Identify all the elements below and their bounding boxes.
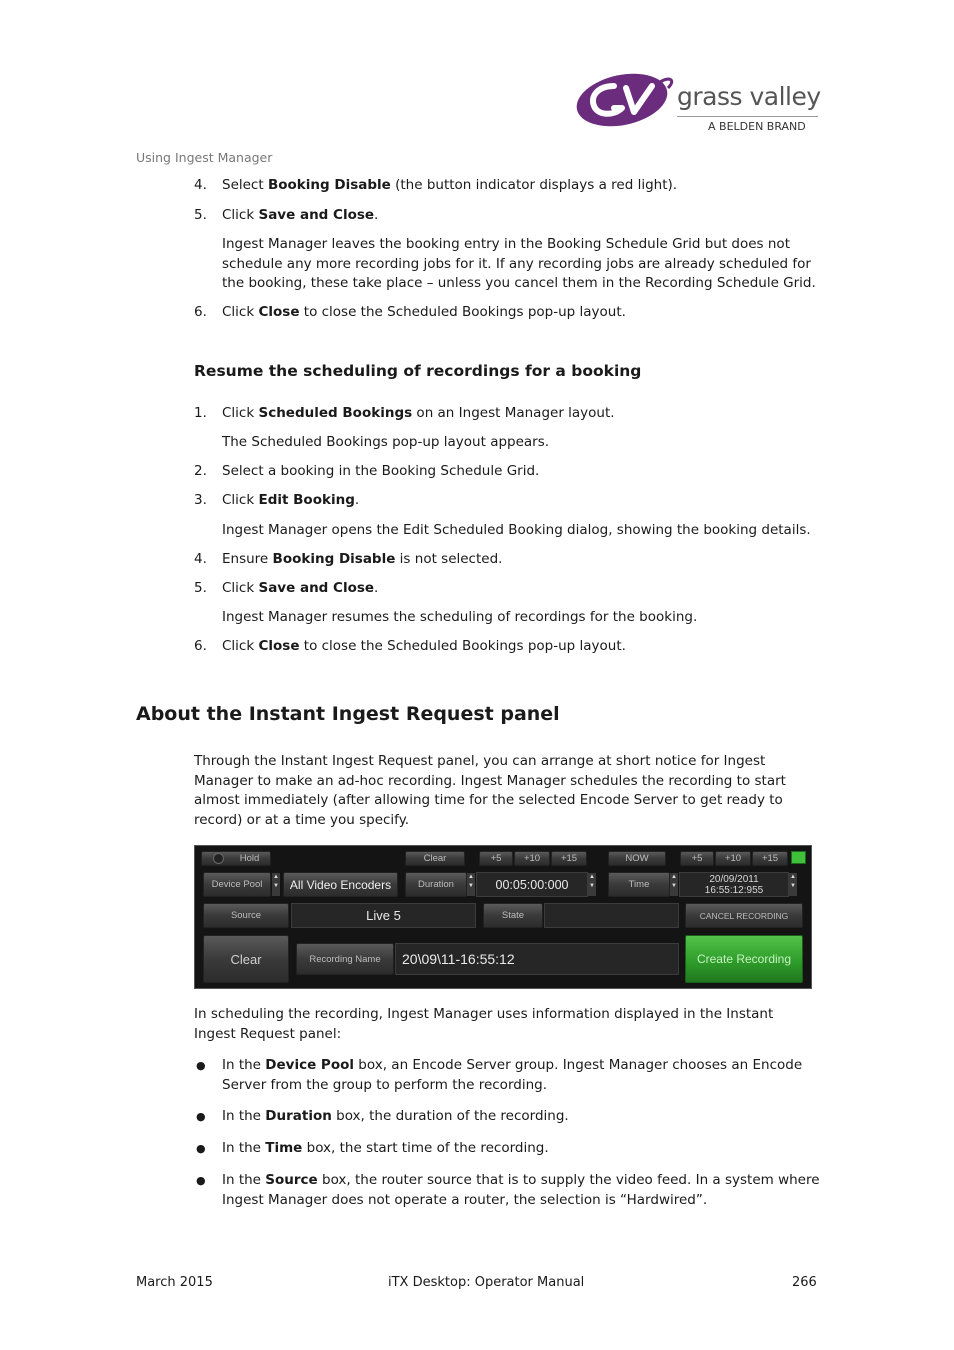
create-recording-button[interactable]: Create Recording	[685, 935, 803, 983]
logo-wordmark: grass valley	[677, 82, 821, 111]
status-led	[791, 851, 806, 864]
step-text: Select Booking Disable (the button indicator displays a red light).	[222, 177, 678, 193]
about-paragraph: Through the Instant Ingest Request panel, you can arrange at short notice for Ingest Manager to make an ad-hoc recording. Ingest Manager schedules the recording to start almost immediately (after allowing time for the selected Encode Server to get ready to record) or at a time you specify.	[194, 753, 786, 828]
step-number: 2.	[194, 463, 207, 479]
step-number: 6.	[194, 304, 207, 320]
duration-spinner-right[interactable]	[588, 873, 596, 896]
step-text: Click Scheduled Bookings on an Ingest Manager layout.	[222, 405, 615, 421]
hold-button[interactable]	[201, 851, 271, 866]
source-label: Source	[203, 903, 289, 928]
bullet-text: In the Device Pool box, an Encode Server group. Ingest Manager chooses an Encode Server from the group to perform the recording.	[222, 1057, 803, 1093]
recording-name-label: Recording Name	[296, 943, 394, 975]
step-text: Click Close to close the Scheduled Bookings pop-up layout.	[222, 638, 626, 654]
step-note: Ingest Manager resumes the scheduling of recordings for the booking.	[222, 609, 698, 625]
time-date: 20/09/2011	[709, 873, 759, 885]
device-pool-label: Device Pool	[203, 872, 271, 897]
spin-up-icon[interactable]: ▲	[671, 874, 677, 880]
hold-indicator-icon	[213, 853, 224, 864]
device-pool-spinner[interactable]	[272, 873, 280, 896]
state-label: State	[483, 903, 543, 928]
duration-spinner-left[interactable]	[467, 873, 475, 896]
step-note: The Scheduled Bookings pop-up layout appears.	[222, 434, 550, 450]
footer-date: March 2015	[136, 1275, 213, 1290]
hold-label: Hold	[239, 853, 260, 864]
running-head: Using Ingest Manager	[136, 150, 273, 165]
step-number: 4.	[194, 551, 207, 567]
step-number: 5.	[194, 207, 207, 223]
spin-up-icon[interactable]: ▲	[589, 874, 595, 880]
now-button[interactable]: NOW	[608, 851, 666, 866]
step-text: Click Save and Close.	[222, 207, 379, 223]
bullet-text: In the Source box, the router source that is to supply the video feed. In a system where Ingest Manager does not operate a router, the selection is “Hardwired”.	[222, 1172, 820, 1208]
logo-divider	[677, 116, 818, 117]
step-text: Click Save and Close.	[222, 580, 379, 596]
logo-tagline: A BELDEN BRAND	[708, 120, 806, 133]
instant-ingest-request-panel	[194, 845, 812, 989]
clear-small-button[interactable]: Clear	[405, 851, 465, 866]
bullet-text: In the Time box, the start time of the recording.	[222, 1140, 549, 1156]
duration-field[interactable]: 00:05:00:000	[476, 872, 588, 897]
step-note: Ingest Manager opens the Edit Scheduled Booking dialog, showing the booking details.	[222, 522, 811, 538]
about-heading: About the Instant Ingest Request panel	[136, 703, 560, 725]
step-number: 5.	[194, 580, 207, 596]
time-label: Time	[608, 872, 670, 897]
spin-down-icon[interactable]: ▼	[273, 883, 279, 889]
duration-label: Duration	[405, 872, 467, 897]
spin-down-icon[interactable]: ▼	[468, 883, 474, 889]
clear-button[interactable]: Clear	[203, 935, 289, 983]
step-number: 1.	[194, 405, 207, 421]
step-text: Select a booking in the Booking Schedule Grid.	[222, 463, 540, 479]
panel-intro: In scheduling the recording, Ingest Manager uses information displayed in the Instant Ingest Request panel:	[194, 1006, 774, 1042]
bullet-text: In the Duration box, the duration of the recording.	[222, 1108, 569, 1124]
time-spinner-left[interactable]	[670, 873, 678, 896]
bullet-icon: ●	[196, 1142, 206, 1155]
duration-plus10-button[interactable]: +10	[514, 851, 550, 866]
step-text: Ensure Booking Disable is not selected.	[222, 551, 503, 567]
step-text: Click Edit Booking.	[222, 492, 360, 508]
device-pool-field[interactable]: All Video Encoders	[283, 872, 398, 897]
spin-up-icon[interactable]: ▲	[273, 874, 279, 880]
recording-name-field[interactable]: 20\09\11-16:55:12	[395, 943, 679, 975]
section-heading: Resume the scheduling of recordings for a booking	[194, 362, 642, 380]
bullet-icon: ●	[196, 1110, 206, 1123]
time-field[interactable]	[679, 872, 789, 897]
step-text: Click Close to close the Scheduled Bookings pop-up layout.	[222, 304, 626, 320]
spin-up-icon[interactable]: ▲	[790, 874, 796, 880]
time-clock: 16:55:12:955	[704, 884, 764, 896]
time-plus5-button[interactable]: +5	[680, 851, 714, 866]
spin-down-icon[interactable]: ▼	[589, 883, 595, 889]
step-number: 3.	[194, 492, 207, 508]
time-plus15-button[interactable]: +15	[752, 851, 788, 866]
spin-down-icon[interactable]: ▼	[790, 883, 796, 889]
duration-plus15-button[interactable]: +15	[551, 851, 587, 866]
footer-title: iTX Desktop: Operator Manual	[388, 1275, 585, 1290]
grass-valley-logo	[574, 72, 824, 136]
duration-plus5-button[interactable]: +5	[479, 851, 513, 866]
source-field[interactable]: Live 5	[291, 903, 476, 928]
time-spinner-right[interactable]	[789, 873, 797, 896]
step-note: Ingest Manager leaves the booking entry in the Booking Schedule Grid but does not schedule any more recording jobs for it. If any recording jobs are already scheduled for the booking, these take place – unless you cancel them in the Recording Schedule Grid.	[222, 236, 816, 292]
bullet-icon: ●	[196, 1059, 206, 1072]
time-plus10-button[interactable]: +10	[715, 851, 751, 866]
step-number: 6.	[194, 638, 207, 654]
cancel-recording-button[interactable]: CANCEL RECORDING	[685, 903, 803, 928]
spin-up-icon[interactable]: ▲	[468, 874, 474, 880]
bullet-icon: ●	[196, 1174, 206, 1187]
page-number: 266	[792, 1275, 817, 1290]
spin-down-icon[interactable]: ▼	[671, 883, 677, 889]
gv-emblem-icon	[574, 72, 676, 128]
step-number: 4.	[194, 177, 207, 193]
state-field	[544, 903, 679, 928]
